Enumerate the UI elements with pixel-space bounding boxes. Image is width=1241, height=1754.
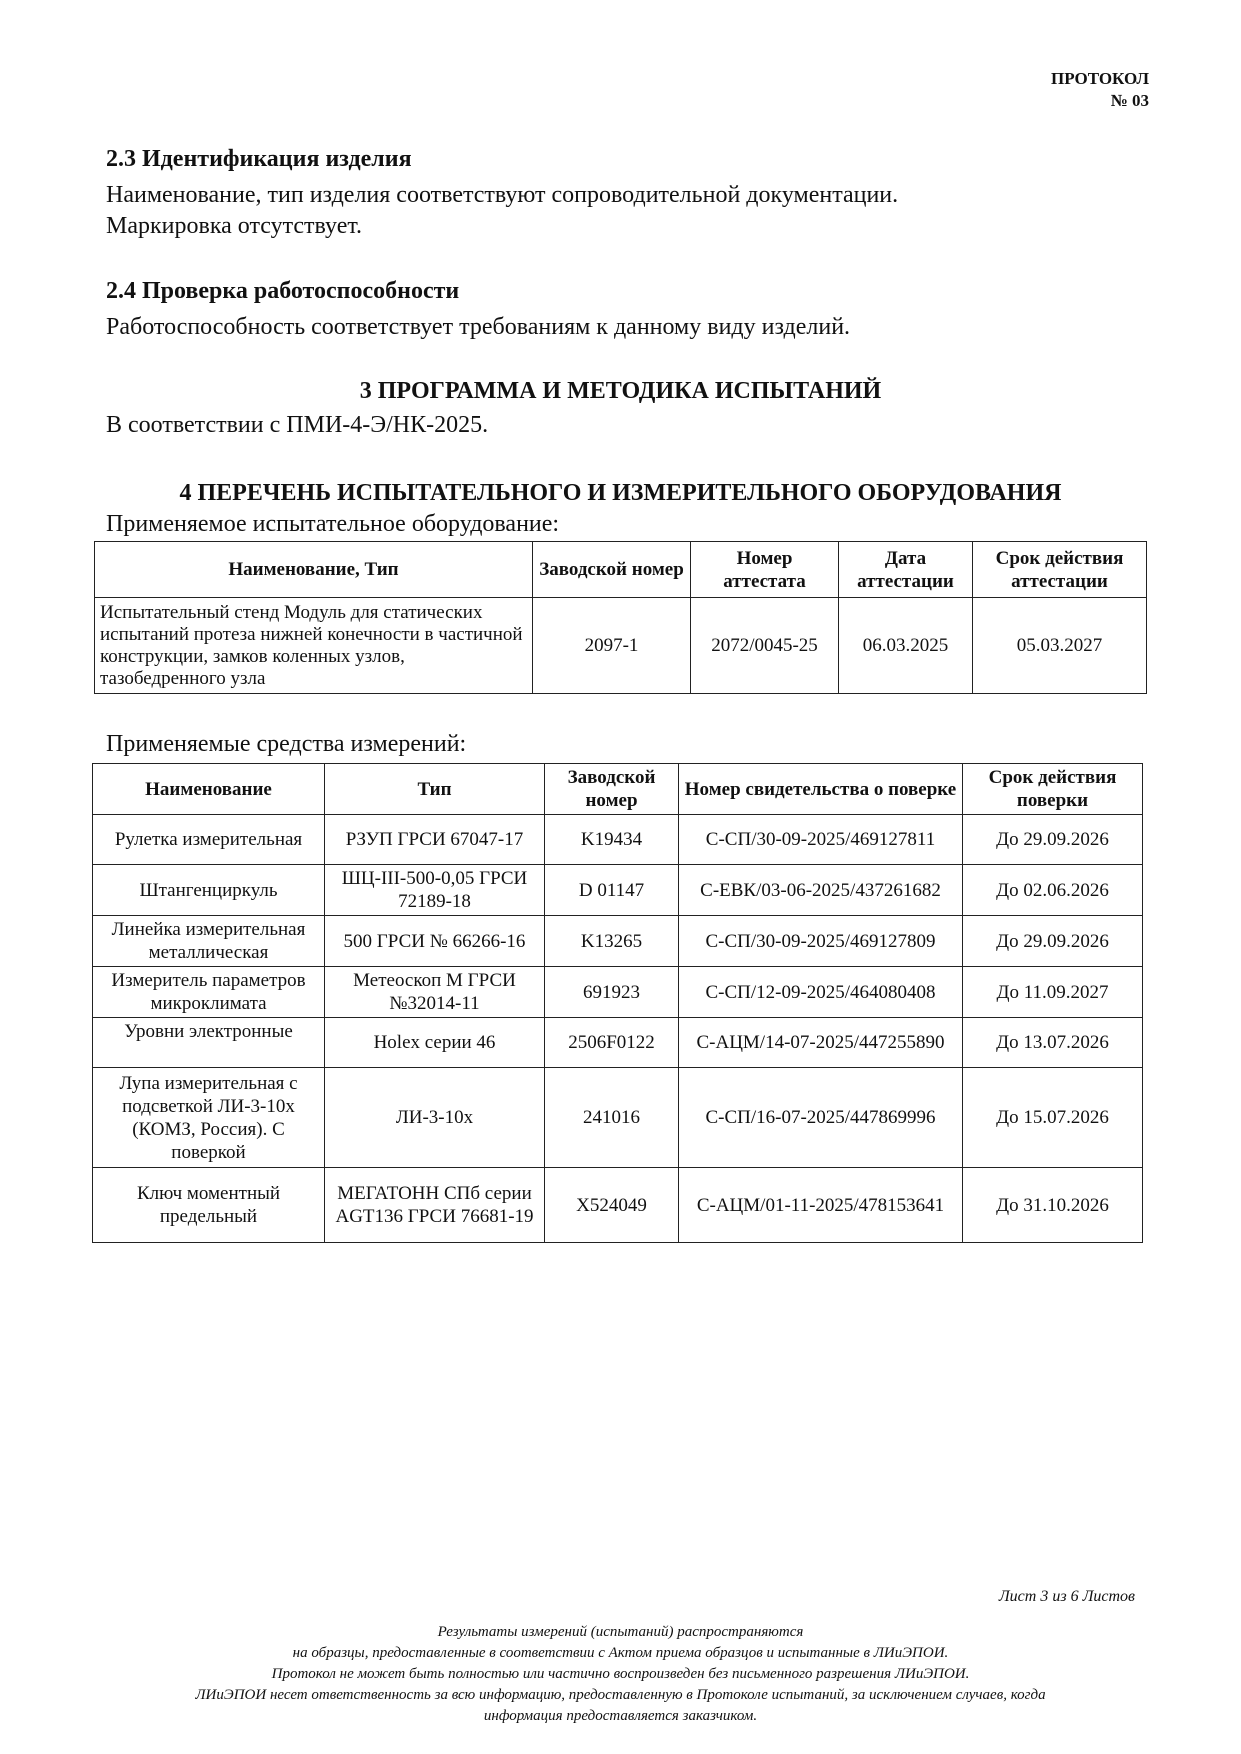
instrument-validity: До 13.07.2026	[963, 1018, 1143, 1068]
section-2-4-title: 2.4 Проверка работоспособности	[106, 278, 460, 304]
instruments-header-name: Наименование	[93, 764, 325, 815]
instruments-header-validity: Срок действия поверки	[963, 764, 1143, 815]
disclaimer-line: на образцы, предоставленные в соответствии с Актом приема образцов и испытанные в ЛИиЭПОИ.	[292, 1645, 949, 1661]
equipment-caption: Применяемое испытательное оборудование:	[106, 511, 560, 537]
instrument-name: Измеритель параметров микроклимата	[93, 967, 325, 1018]
instrument-certificate: С-АЦМ/01-11-2025/478153641	[679, 1168, 963, 1243]
equipment-header-date: Дата аттестации	[839, 542, 973, 598]
instrument-validity: До 31.10.2026	[963, 1168, 1143, 1243]
section-2-3-title: 2.3 Идентификация изделия	[106, 146, 412, 172]
sheet-number: Лист 3 из 6 Листов	[998, 1588, 1135, 1605]
section-3-line1: В соответствии с ПМИ-4-Э/НК-2025.	[106, 412, 489, 438]
protocol-label: ПРОТОКОЛ	[1050, 69, 1149, 88]
table-row	[93, 865, 1143, 916]
equipment-header-row	[95, 542, 1147, 598]
instruments-table	[92, 763, 1143, 1243]
instrument-serial: X524049	[545, 1168, 679, 1243]
instrument-serial: K13265	[545, 916, 679, 967]
instrument-type: РЗУП ГРСИ 67047-17	[325, 815, 545, 865]
instrument-serial: D 01147	[545, 865, 679, 916]
disclaimer-line: информация предоставляется заказчиком.	[483, 1708, 758, 1724]
instrument-type: Holex серии 46	[325, 1018, 545, 1068]
instrument-serial: 2506F0122	[545, 1018, 679, 1068]
instrument-name: Ключ моментный предельный	[93, 1168, 325, 1243]
instruments-header-row	[93, 764, 1143, 815]
equipment-validity: 05.03.2027	[973, 598, 1147, 694]
instruments-header-certificate: Номер свидетельства о поверке	[679, 764, 963, 815]
instrument-certificate: С-ЕВК/03-06-2025/437261682	[679, 865, 963, 916]
instrument-validity: До 02.06.2026	[963, 865, 1143, 916]
footer-disclaimer	[0, 1622, 1241, 1727]
instrument-type: ШЦ-III-500-0,05 ГРСИ 72189-18	[325, 865, 545, 916]
section-2-3-line1: Наименование, тип изделия соответствуют сопроводительной документации.	[106, 182, 899, 208]
instrument-type: Метеоскоп М ГРСИ №32014-11	[325, 967, 545, 1018]
section-3-title: 3 ПРОГРАММА И МЕТОДИКА ИСПЫТАНИЙ	[359, 378, 882, 404]
equipment-name: Испытательный стенд Модуль для статических испытаний протеза нижней конечности в частичной конструкции, замков коленных узлов, тазобедренного узла	[95, 598, 533, 694]
instrument-type: ЛИ-3-10х	[325, 1068, 545, 1168]
instrument-certificate: С-СП/30-09-2025/469127809	[679, 916, 963, 967]
protocol-header	[1051, 68, 1149, 112]
instruments-caption: Применяемые средства измерений:	[106, 731, 467, 757]
equipment-certificate: 2072/0045-25	[691, 598, 839, 694]
equipment-serial: 2097-1	[533, 598, 691, 694]
instrument-serial: 241016	[545, 1068, 679, 1168]
table-row	[95, 598, 1147, 694]
table-row	[93, 1068, 1143, 1168]
table-row	[93, 1018, 1143, 1068]
instrument-certificate: С-АЦМ/14-07-2025/447255890	[679, 1018, 963, 1068]
disclaimer-line: ЛИиЭПОИ несет ответственность за всю информацию, предоставленную в Протоколе испытаний, за исключением случаев, когда	[195, 1687, 1046, 1703]
table-row	[93, 815, 1143, 865]
instrument-validity: До 15.07.2026	[963, 1068, 1143, 1168]
disclaimer-line: Протокол не может быть полностью или частично воспроизведен без письменного разрешения ЛИиЭПОИ.	[271, 1666, 970, 1682]
instrument-certificate: С-СП/30-09-2025/469127811	[679, 815, 963, 865]
instrument-type: МЕГАТОНН СПб серии AGT136 ГРСИ 76681-19	[325, 1168, 545, 1243]
instruments-header-serial: Заводской номер	[545, 764, 679, 815]
instrument-name: Уровни электронные	[93, 1018, 325, 1068]
instrument-validity: До 11.09.2027	[963, 967, 1143, 1018]
instrument-certificate: С-СП/16-07-2025/447869996	[679, 1068, 963, 1168]
instrument-name: Линейка измерительная металлическая	[93, 916, 325, 967]
instrument-type: 500 ГРСИ № 66266-16	[325, 916, 545, 967]
section-4-title: 4 ПЕРЕЧЕНЬ ИСПЫТАТЕЛЬНОГО И ИЗМЕРИТЕЛЬНОГО ОБОРУДОВАНИЯ	[179, 480, 1062, 506]
table-row	[93, 1168, 1143, 1243]
instrument-serial: K19434	[545, 815, 679, 865]
equipment-header-certificate: Номер аттестата	[691, 542, 839, 598]
disclaimer-line: Результаты измерений (испытаний) распространяются	[437, 1624, 804, 1640]
instrument-name: Рулетка измерительная	[93, 815, 325, 865]
instruments-header-type: Тип	[325, 764, 545, 815]
equipment-table	[94, 541, 1147, 694]
table-row	[93, 916, 1143, 967]
equipment-date: 06.03.2025	[839, 598, 973, 694]
instrument-name: Лупа измерительная с подсветкой ЛИ-3-10х (КОМЗ, Россия). С поверкой	[93, 1068, 325, 1168]
section-2-3-line2: Маркировка отсутствует.	[106, 213, 363, 239]
instrument-name: Штангенциркуль	[93, 865, 325, 916]
table-row	[93, 967, 1143, 1018]
instrument-validity: До 29.09.2026	[963, 916, 1143, 967]
equipment-header-name: Наименование, Тип	[95, 542, 533, 598]
equipment-header-serial: Заводской номер	[533, 542, 691, 598]
protocol-number: № 03	[1110, 91, 1149, 110]
instrument-serial: 691923	[545, 967, 679, 1018]
instrument-certificate: С-СП/12-09-2025/464080408	[679, 967, 963, 1018]
equipment-header-validity: Срок действия аттестации	[973, 542, 1147, 598]
section-2-4-line1: Работоспособность соответствует требованиям к данному виду изделий.	[106, 314, 851, 340]
instrument-validity: До 29.09.2026	[963, 815, 1143, 865]
